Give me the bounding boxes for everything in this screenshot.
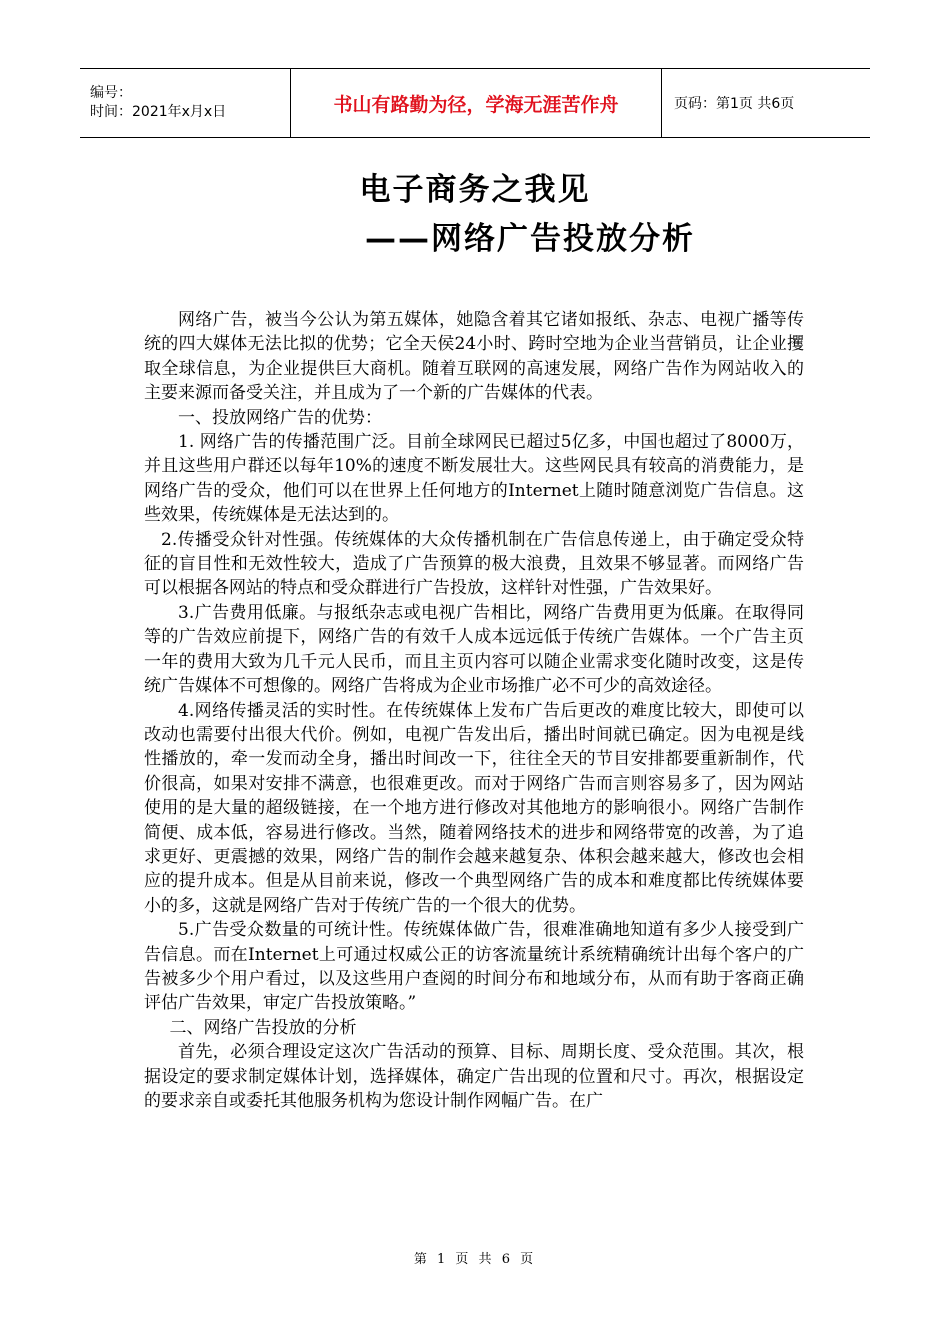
paragraph-point-5: 5.广告受众数量的可统计性。传统媒体做广告，很难准确地知道有多少人接受到广告信息。而在Internet上可通过权威公正的访客流量统计系统精确统计出每个客户的广告被多少个用户看过，以及这些用户查阅的时间分布和地域分布，从而有助于客商正确评估广告效果，审定广告投放策略。” [144,920,804,1014]
document-title: 电子商务之我见 [359,172,591,208]
document-body [144,308,804,1113]
paragraph-point-2: 2.传播受众针对性强。传统媒体的大众传播机制在广告信息传递上，由于确定受众特征的盲目性和无效性较大，造成了广告预算的极大浪费，且效果不够显著。而网络广告可以根据各网站的特点和受众群进行广告投放，这样针对性强，广告效果好。 [144,529,804,599]
document-number: 编号： [90,85,132,101]
header-page-number: 页码：第1页 共6页 [674,96,795,112]
paragraph-point-3: 3.广告费用低廉。与报纸杂志或电视广告相比，网络广告费用更为低廉。在取得同等的广告效应前提下，网络广告的有效千人成本远远低于传统广告媒体。一个广告主页一年的费用大致为几千元人民币，而且主页内容可以随企业需求变化随时改变，这是传统广告媒体不可想像的。网络广告将成为企业市场推广必不可少的高效途径。 [144,602,804,697]
header-motto: 书山有路勤为径，学海无涯苦作舟 [333,93,619,116]
document-time: 时间：2021年x月x日 [90,104,227,120]
page-footer: 第 1 页 共 6 页 [413,1252,537,1267]
paragraph-analysis: 首先，必须合理设定这次广告活动的预算、目标、周期长度、受众范围。其次，根据设定的要求制定媒体计划，选择媒体，确定广告出现的位置和尺寸。再次，根据设定的要求亲自或委托其他服务机构为您设计制作网幅广告。在广 [144,1042,804,1111]
paragraph-point-4: 4.网络传播灵活的实时性。在传统媒体上发布广告后更改的难度比较大，即使可以改动也需要付出很大代价。例如，电视广告发出后，播出时间就已确定。因为电视是线性播放的，牵一发而动全身，播出时间改一下，往往全天的节目安排都要重新制作，代价很高，如果对安排不满意，也很难更改。而对于网络广告而言则容易多了，因为网站使用的是大量的超级链接，在一个地方进行修改对其他地方的影响很小。网络广告制作简便、成本低，容易进行修改。当然，随着网络技术的进步和网络带宽的改善，为了追求更好、更震撼的效果，网络广告的制作会越来越复杂、体积会越来越大，修改也会相应的提升成本。但是从目前来说，修改一个典型网络广告的成本和难度都比传统媒体要小的多，这就是网络广告对于传统广告的一个很大的优势。 [144,700,804,916]
page-header [80,68,870,138]
section-heading-analysis: 二、网络广告投放的分析 [169,1017,357,1038]
paragraph-point-1: 1. 网络广告的传播范围广泛。目前全球网民已超过5亿多，中国也超过了8000万，并且这些用户群还以每年10%的速度不断发展壮大。这些网民具有较高的消费能力，是网络广告的受众，他们可以在世界上任何地方的Internet上随时随意浏览广告信息。这些效果，传统媒体是无法达到的。 [144,432,804,526]
header-motto-cell [291,69,662,137]
section-heading-advantages: 一、投放网络广告的优势： [178,407,382,428]
header-meta [80,69,291,137]
document-subtitle: ——网络广告投放分析 [365,221,695,257]
paragraph-intro: 网络广告，被当今公认为第五媒体，她隐含着其它诸如报纸、杂志、电视广播等传统的四大媒体无法比拟的优势；它全天侯24小时、跨时空地为企业当营销员，让企业攫取全球信息，为企业提供巨大商机。随着互联网的高速发展，网络广告作为网站收入的主要来源而备受关注，并且成为了一个新的广告媒体的代表。 [144,310,804,404]
